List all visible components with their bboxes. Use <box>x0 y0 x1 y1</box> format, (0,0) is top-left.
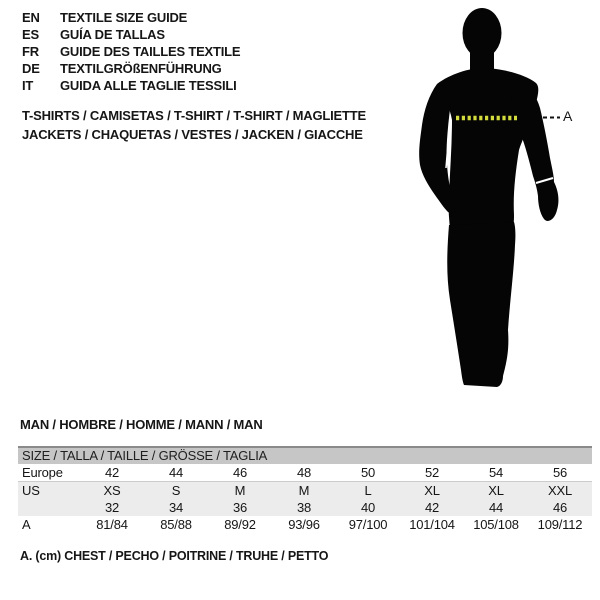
cell: XXL <box>548 483 572 498</box>
cell: 38 <box>296 500 312 515</box>
language-row <box>22 9 240 26</box>
cell: 54 <box>488 465 504 480</box>
table-row-europe <box>18 464 592 482</box>
table-row-numeric <box>18 499 592 516</box>
cell: 46 <box>232 465 248 480</box>
cell: L <box>364 483 372 498</box>
cell: S <box>171 483 181 498</box>
language-label: TEXTILE SIZE GUIDE <box>60 10 188 25</box>
table-header-row: SIZE / TALLA / TAILLE / GRÖSSE / TAGLIA <box>18 448 592 464</box>
chest-footnote: A. (cm) CHEST / PECHO / POITRINE / TRUHE / PETTO <box>20 549 329 563</box>
cell: 81/84 <box>96 517 128 532</box>
table-row-us <box>18 482 592 499</box>
silhouette-svg <box>390 0 600 400</box>
cell: 101/104 <box>409 517 455 532</box>
cell: 85/88 <box>160 517 192 532</box>
cell: M <box>234 483 246 498</box>
row-label: US <box>22 483 40 498</box>
cell: 109/112 <box>537 517 583 532</box>
language-label: GUIDA ALLE TAGLIE TESSILI <box>60 78 237 93</box>
row-label <box>18 499 80 516</box>
cell: M <box>298 483 310 498</box>
row-label: Europe <box>22 465 63 480</box>
silhouette-right-arm <box>512 84 559 221</box>
cell: XL <box>424 483 440 498</box>
cell: 32 <box>104 500 120 515</box>
language-code: IT <box>22 78 34 93</box>
cell: 97/100 <box>348 517 388 532</box>
cell: 40 <box>360 500 376 515</box>
silhouette-left-arm <box>419 84 455 213</box>
cell: 42 <box>104 465 120 480</box>
language-code: DE <box>22 61 40 76</box>
cell: 34 <box>168 500 184 515</box>
cell: 48 <box>296 465 312 480</box>
cell: 42 <box>424 500 440 515</box>
cell: 52 <box>424 465 440 480</box>
category-line-tshirts: T-SHIRTS / CAMISETAS / T-SHIRT / T-SHIRT / MAGLIETTE <box>22 108 366 123</box>
language-label: TEXTILGRÖßENFÜHRUNG <box>60 61 222 76</box>
size-table <box>18 446 592 533</box>
category-list <box>22 106 366 144</box>
category-line-jackets: JACKETS / CHAQUETAS / VESTES / JACKEN / GIACCHE <box>22 127 363 142</box>
cell: 89/92 <box>224 517 256 532</box>
measurement-a-label: A <box>563 108 573 124</box>
cell: 46 <box>552 500 568 515</box>
cell: 105/108 <box>473 517 519 532</box>
language-row <box>22 43 240 60</box>
cell: XS <box>103 483 121 498</box>
cell: 56 <box>552 465 568 480</box>
cell: XL <box>488 483 504 498</box>
language-code: FR <box>22 44 39 59</box>
language-code: ES <box>22 27 39 42</box>
language-list <box>22 9 240 94</box>
language-row <box>22 26 240 43</box>
language-row <box>22 60 240 77</box>
male-silhouette-figure <box>390 0 600 400</box>
cell: 44 <box>168 465 184 480</box>
language-label: GUÍA DE TALLAS <box>60 27 165 42</box>
language-row <box>22 77 240 94</box>
language-label: GUIDE DES TAILLES TEXTILE <box>60 44 241 59</box>
section-title-man: MAN / HOMBRE / HOMME / MANN / MAN <box>20 417 263 432</box>
cell: 44 <box>488 500 504 515</box>
language-code: EN <box>22 10 40 25</box>
cell: 50 <box>360 465 376 480</box>
silhouette-legs <box>447 222 515 387</box>
cell: 36 <box>232 500 248 515</box>
cell: 93/96 <box>288 517 320 532</box>
row-label: A <box>22 517 31 532</box>
table-row-chest-a <box>18 516 592 533</box>
